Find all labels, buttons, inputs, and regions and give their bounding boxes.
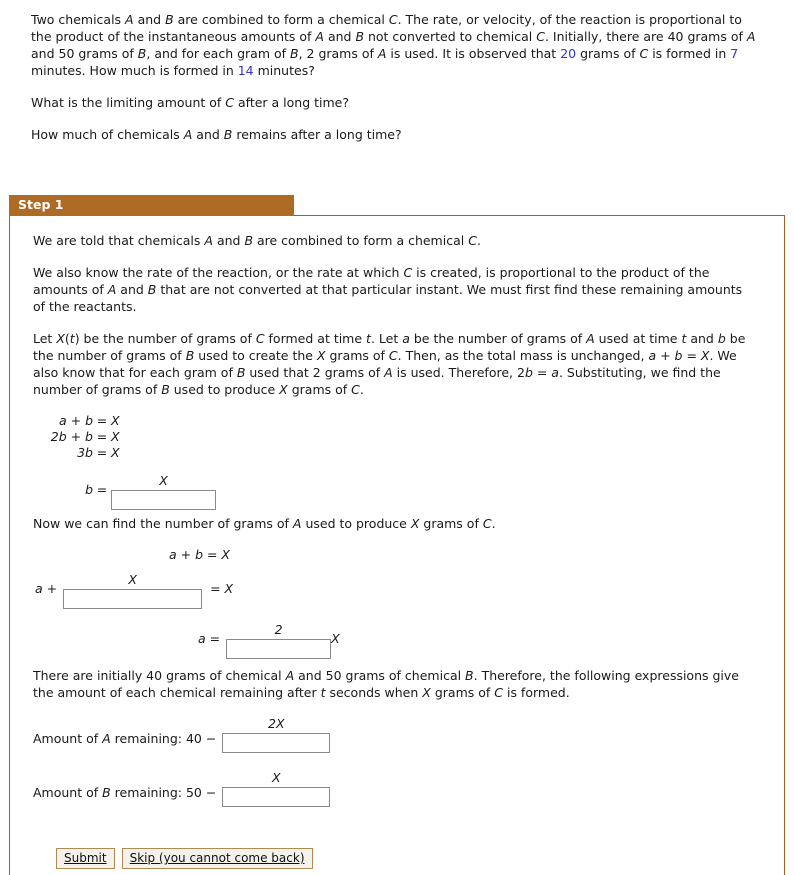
step-paragraph-5: There are initially 40 grams of chemical A and 50 grams of chemical B. Therefore, the following expressions give the amount of each chemical remaining after t seconds when X grams of C is formed. (33, 668, 739, 700)
b-solution-equals: = (96, 481, 108, 497)
a-solution-suffix: X (331, 630, 340, 646)
step-paragraph-2: We also know the rate of the reaction, or the rate at which C is created, is proportional to the product of the amounts of A and B that are not converted at that particular instant. We must first find these remaining amounts of the reactants. (33, 265, 743, 314)
equation-rhs: X (111, 429, 120, 444)
a-equation-suffix: = X (210, 580, 234, 596)
problem-paragraph-2: What is the limiting amount of C after a long time? (31, 95, 350, 110)
fraction-numerator: 2 (274, 621, 283, 637)
step-body (9, 215, 785, 875)
fraction-numerator: X (128, 571, 137, 587)
equation-lhs: a + b (58, 413, 93, 428)
fraction-numerator: X (272, 770, 281, 785)
remaining-a-row (33, 716, 762, 764)
abx-identity-line: a + b = X (169, 547, 230, 562)
step-paragraph-4: Now we can find the number of grams of A used to produce X grams of C. (33, 516, 496, 531)
fraction-numerator: X (159, 472, 168, 488)
step-paragraph-3: Let X(t) be the number of grams of C formed at time t. Let a be the number of grams of A used at time t and b be the number of grams of B used to create the X grams of C. Then, as the total mass is unchanged, a + b = X. We also know that for each gram of B used that 2 grams of A is used. Therefore, 2b = a. Substituting, we find the number of grams of B used to produce X grams of C. (33, 331, 746, 397)
step-paragraph-1: We are told that chemicals A and B are combined to form a chemical C. (33, 233, 481, 248)
b-solution-line (33, 467, 762, 515)
denominator-input-a-equation[interactable] (63, 589, 202, 609)
problem-paragraph-3: How much of chemicals A and B remains after a long time? (31, 127, 402, 142)
a-solution-line (33, 617, 762, 663)
equation-row (41, 413, 762, 429)
equation-row (41, 429, 762, 445)
equation-rhs: X (111, 413, 120, 428)
denominator-input-remaining-b[interactable] (222, 787, 330, 807)
submit-button[interactable]: Submit (56, 848, 115, 869)
equation-row (41, 445, 762, 461)
fraction-b (111, 473, 216, 510)
fraction-remaining-b (222, 770, 330, 807)
fraction-a-equation (63, 572, 202, 609)
equation-equals: = (96, 429, 108, 444)
a-equation-prefix: a + (35, 580, 58, 596)
remaining-a-label: Amount of A remaining: 40 − (33, 731, 221, 746)
denominator-input-remaining-a[interactable] (222, 733, 330, 753)
equation-lhs: 3b (77, 445, 93, 460)
equation-rhs: X (111, 445, 120, 460)
a-solution-prefix: a = (198, 630, 221, 646)
remaining-b-row (33, 770, 762, 818)
b-solution-label: b (85, 481, 93, 497)
skip-button[interactable]: Skip (you cannot come back) (122, 848, 313, 869)
remaining-b-label: Amount of B remaining: 50 − (33, 785, 221, 800)
action-button-row (33, 824, 762, 869)
equation-lhs: 2b + b (50, 429, 93, 444)
equation-equals: = (96, 413, 108, 428)
equation-equals: = (96, 445, 108, 460)
denominator-input-a-solution[interactable] (226, 639, 331, 659)
step-panel (9, 195, 785, 875)
step-tab-label: Step 1 (9, 195, 294, 216)
denominator-input-b[interactable] (111, 490, 216, 510)
fraction-a-solution (226, 622, 331, 659)
fraction-numerator: 2X (268, 716, 285, 731)
problem-statement (0, 0, 794, 143)
fraction-remaining-a (222, 716, 330, 753)
a-equation-line (33, 567, 762, 613)
equation-stack-b (33, 413, 762, 461)
problem-paragraph-1: Two chemicals A and B are combined to form a chemical C. The rate, or velocity, of the reaction is proportional to the product of the instantaneous amounts of A and B not converted to chemical C. Initially, there are 40 grams of A and 50 grams of B, and for each gram of B, 2 grams of A is used. It is observed that 20 grams of C is formed in 7 minutes. How much is formed in 14 minutes? (31, 12, 756, 78)
